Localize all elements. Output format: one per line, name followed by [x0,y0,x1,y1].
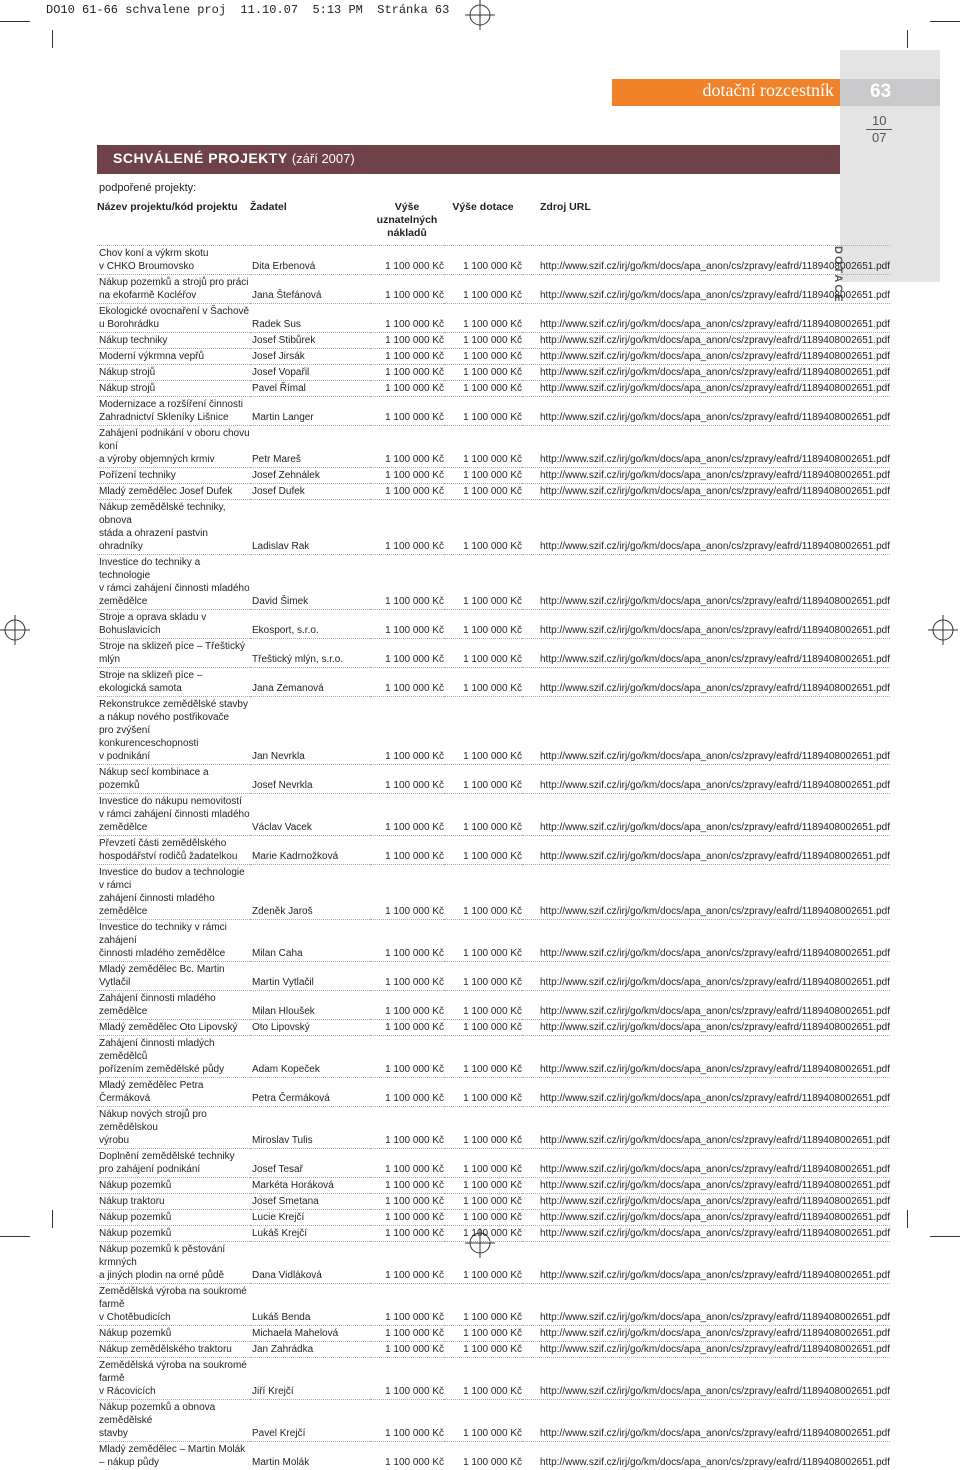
eligible-costs: 1 100 000 Kč [370,865,444,920]
project-name: Nákup strojů [97,381,250,397]
crop-mark [930,21,960,22]
table-row [97,1178,890,1194]
source-url[interactable]: http://www.szif.cz/irj/go/km/docs/apa_anon/cs/zpravy/eafrd/1189408002651.pdf [522,1226,890,1242]
applicant: Milan Hloušek [250,991,370,1020]
project-name: Nákup pozemků [97,1226,250,1242]
project-name: Moderní výkrmna vepřů [97,349,250,365]
eligible-costs: 1 100 000 Kč [370,333,444,349]
subsidy-amount: 1 100 000 Kč [444,349,522,365]
project-name: Zahájení činnosti mladých zemědělců pořízením zemědělské půdy [97,1036,250,1078]
table-row [97,1036,890,1078]
page-number: 63 [870,81,891,103]
applicant: Lukáš Krejčí [250,1226,370,1242]
source-url[interactable]: http://www.szif.cz/irj/go/km/docs/apa_anon/cs/zpravy/eafrd/1189408002651.pdf [522,991,890,1020]
source-url[interactable]: http://www.szif.cz/irj/go/km/docs/apa_anon/cs/zpravy/eafrd/1189408002651.pdf [522,1326,890,1342]
table-row [97,639,890,668]
eligible-costs: 1 100 000 Kč [370,1400,444,1442]
eligible-costs: 1 100 000 Kč [370,1242,444,1284]
applicant: Josef Zehnálek [250,468,370,484]
table-row [97,1400,890,1442]
eligible-costs: 1 100 000 Kč [370,1326,444,1342]
eligible-costs: 1 100 000 Kč [370,639,444,668]
table-row [97,349,890,365]
applicant: Michaela Mahelová [250,1326,370,1342]
subsidy-amount: 1 100 000 Kč [444,991,522,1020]
eligible-costs: 1 100 000 Kč [370,365,444,381]
table-body [97,246,890,1470]
subsidy-amount: 1 100 000 Kč [444,365,522,381]
subsidy-amount: 1 100 000 Kč [444,304,522,333]
table-row [97,920,890,962]
section-label: dotační rozcestník [703,80,834,101]
subsidy-amount: 1 100 000 Kč [444,1326,522,1342]
table-row [97,333,890,349]
page-title [113,150,355,166]
table-row [97,468,890,484]
project-name: Zahájení činnosti mladého zemědělce [97,991,250,1020]
table-row [97,426,890,468]
subsidy-amount: 1 100 000 Kč [444,1284,522,1326]
eligible-costs: 1 100 000 Kč [370,962,444,991]
eligible-costs: 1 100 000 Kč [370,1442,444,1470]
eligible-costs: 1 100 000 Kč [370,381,444,397]
applicant: Oto Lipovský [250,1020,370,1036]
table-row [97,1358,890,1400]
applicant: Milan Caha [250,920,370,962]
crop-mark [907,1210,908,1228]
project-name: Chov koní a výkrm skotu v CHKO Broumovsko [97,246,250,275]
eligible-costs: 1 100 000 Kč [370,1107,444,1149]
project-name: Převzetí části zemědělského hospodářství rodičů žadatelkou [97,836,250,865]
project-name: Nákup nových strojů pro zemědělskou výrobu [97,1107,250,1149]
crop-mark [52,30,53,48]
subsidy-amount: 1 100 000 Kč [444,468,522,484]
source-url[interactable]: http://www.szif.cz/irj/go/km/docs/apa_anon/cs/zpravy/eafrd/1189408002651.pdf [522,610,890,639]
eligible-costs: 1 100 000 Kč [370,275,444,304]
applicant: Josef Jirsák [250,349,370,365]
crop-mark [52,1210,53,1228]
project-name: Nákup pozemků a strojů pro práci na ekofarmě Kocléřov [97,275,250,304]
applicant: Martin Molák [250,1442,370,1470]
applicant: Josef Dufek [250,484,370,500]
subsidy-amount: 1 100 000 Kč [444,333,522,349]
table-row [97,246,890,275]
project-name: Mladý zemědělec Oto Lipovský [97,1020,250,1036]
eligible-costs: 1 100 000 Kč [370,610,444,639]
applicant: Václav Vacek [250,794,370,836]
project-name: Nákup secí kombinace a pozemků [97,765,250,794]
project-name: Ekologické ovocnaření v Šachově u Borohrádku [97,304,250,333]
source-url[interactable]: http://www.szif.cz/irj/go/km/docs/apa_anon/cs/zpravy/eafrd/1189408002651.pdf [522,349,890,365]
table-row [97,1242,890,1284]
table-row [97,304,890,333]
subsidy-amount: 1 100 000 Kč [444,1342,522,1358]
applicant: Josef Stibůrek [250,333,370,349]
column-header-subsidy: Výše dotace [444,199,522,246]
subsidy-amount: 1 100 000 Kč [444,610,522,639]
applicant: Josef Nevrkla [250,765,370,794]
table-row [97,668,890,697]
source-url[interactable]: http://www.szif.cz/irj/go/km/docs/apa_anon/cs/zpravy/eafrd/1189408002651.pdf [522,1036,890,1078]
heading-date: (září 2007) [292,151,355,166]
table-header-row [97,199,890,246]
applicant: Petra Čermáková [250,1078,370,1107]
issue-year: 07 [872,130,886,145]
source-url[interactable]: http://www.szif.cz/irj/go/km/docs/apa_anon/cs/zpravy/eafrd/1189408002651.pdf [522,765,890,794]
page-number-box [840,79,940,106]
project-name: Investice do techniky a technologie v rámci zahájení činnosti mladého zemědělce [97,555,250,610]
print-slug: DO10 61-66 schvalene proj 11.10.07 5:13 PM Stránka 63 [46,3,449,17]
subsidy-amount: 1 100 000 Kč [444,1442,522,1470]
issue-divider [866,129,892,130]
applicant: Petr Mareš [250,426,370,468]
eligible-costs: 1 100 000 Kč [370,1358,444,1400]
subsidy-amount: 1 100 000 Kč [444,865,522,920]
table-row [97,865,890,920]
table-row [97,697,890,765]
subsidy-amount: 1 100 000 Kč [444,500,522,555]
source-url[interactable]: http://www.szif.cz/irj/go/km/docs/apa_anon/cs/zpravy/eafrd/1189408002651.pdf [522,1242,890,1284]
table-row [97,1326,890,1342]
registration-mark-icon [0,615,30,645]
table-row [97,1194,890,1210]
source-url[interactable]: http://www.szif.cz/irj/go/km/docs/apa_anon/cs/zpravy/eafrd/1189408002651.pdf [522,484,890,500]
source-url[interactable]: http://www.szif.cz/irj/go/km/docs/apa_anon/cs/zpravy/eafrd/1189408002651.pdf [522,1400,890,1442]
subsidy-amount: 1 100 000 Kč [444,794,522,836]
project-name: Stroje a oprava skladu v Bohuslavicích [97,610,250,639]
applicant: Ladislav Rak [250,500,370,555]
eligible-costs: 1 100 000 Kč [370,1284,444,1326]
applicant: Adam Kopeček [250,1036,370,1078]
source-url[interactable]: http://www.szif.cz/irj/go/km/docs/apa_anon/cs/zpravy/eafrd/1189408002651.pdf [522,1358,890,1400]
project-name: Investice do techniky v rámci zahájení činnosti mladého zemědělce [97,920,250,962]
source-url[interactable]: http://www.szif.cz/irj/go/km/docs/apa_anon/cs/zpravy/eafrd/1189408002651.pdf [522,333,890,349]
registration-mark-icon [928,615,958,645]
source-url[interactable]: http://www.szif.cz/irj/go/km/docs/apa_anon/cs/zpravy/eafrd/1189408002651.pdf [522,275,890,304]
project-name: Investice do budov a technologie v rámci zahájení činnosti mladého zemědělce [97,865,250,920]
applicant: Josef Smetana [250,1194,370,1210]
source-url[interactable]: http://www.szif.cz/irj/go/km/docs/apa_anon/cs/zpravy/eafrd/1189408002651.pdf [522,794,890,836]
registration-mark-icon [465,0,495,30]
subsidy-amount: 1 100 000 Kč [444,1078,522,1107]
table-row [97,1226,890,1242]
subsidy-amount: 1 100 000 Kč [444,1194,522,1210]
table-row [97,610,890,639]
project-name: Zemědělská výroba na soukromé farmě v Rácovicích [97,1358,250,1400]
table-row [97,365,890,381]
source-url[interactable]: http://www.szif.cz/irj/go/km/docs/apa_anon/cs/zpravy/eafrd/1189408002651.pdf [522,1342,890,1358]
applicant: Dita Erbenová [250,246,370,275]
column-header-eligible-costs: Výše uznatelných nákladů [370,199,444,246]
subsidy-amount: 1 100 000 Kč [444,697,522,765]
source-url[interactable]: http://www.szif.cz/irj/go/km/docs/apa_anon/cs/zpravy/eafrd/1189408002651.pdf [522,365,890,381]
project-name: Modernizace a rozšíření činnosti Zahradnictví Skleníky Lišnice [97,397,250,426]
eligible-costs: 1 100 000 Kč [370,555,444,610]
subsidy-amount: 1 100 000 Kč [444,275,522,304]
source-url[interactable]: http://www.szif.cz/irj/go/km/docs/apa_anon/cs/zpravy/eafrd/1189408002651.pdf [522,865,890,920]
table-row [97,1284,890,1326]
source-url[interactable]: http://www.szif.cz/irj/go/km/docs/apa_anon/cs/zpravy/eafrd/1189408002651.pdf [522,697,890,765]
eligible-costs: 1 100 000 Kč [370,697,444,765]
applicant: Jana Štefánová [250,275,370,304]
subsidy-amount: 1 100 000 Kč [444,555,522,610]
subsidy-amount: 1 100 000 Kč [444,668,522,697]
project-name: Nákup zemědělské techniky, obnova stáda a ohrazení pastvin ohradníky [97,500,250,555]
column-header-url: Zdroj URL [522,199,890,246]
project-name: Zemědělská výroba na soukromé farmě v Chotěbudicích [97,1284,250,1326]
column-header-project: Název projektu/kód projektu [97,199,250,246]
subsidy-amount: 1 100 000 Kč [444,484,522,500]
source-url[interactable]: http://www.szif.cz/irj/go/km/docs/apa_anon/cs/zpravy/eafrd/1189408002651.pdf [522,381,890,397]
eligible-costs: 1 100 000 Kč [370,794,444,836]
eligible-costs: 1 100 000 Kč [370,246,444,275]
table-row [97,1149,890,1178]
eligible-costs: 1 100 000 Kč [370,500,444,555]
project-name: Nákup techniky [97,333,250,349]
applicant: David Šimek [250,555,370,610]
heading: SCHVÁLENÉ PROJEKTY [113,150,287,166]
eligible-costs: 1 100 000 Kč [370,991,444,1020]
project-name: Nákup traktoru [97,1194,250,1210]
crop-mark [930,1236,960,1237]
table-row [97,1342,890,1358]
eligible-costs: 1 100 000 Kč [370,920,444,962]
project-name: Nákup zemědělského traktoru [97,1342,250,1358]
eligible-costs: 1 100 000 Kč [370,1226,444,1242]
source-url[interactable]: http://www.szif.cz/irj/go/km/docs/apa_anon/cs/zpravy/eafrd/1189408002651.pdf [522,1107,890,1149]
table-row [97,484,890,500]
issue-month: 10 [872,113,886,128]
table-row [97,1210,890,1226]
subsidy-amount: 1 100 000 Kč [444,1242,522,1284]
project-name: Nákup pozemků k pěstování krmných a jiných plodin na orné půdě [97,1242,250,1284]
table-row [97,555,890,610]
eligible-costs: 1 100 000 Kč [370,668,444,697]
source-url[interactable]: http://www.szif.cz/irj/go/km/docs/apa_anon/cs/zpravy/eafrd/1189408002651.pdf [522,1149,890,1178]
eligible-costs: 1 100 000 Kč [370,836,444,865]
applicant: Marie Kadrnožková [250,836,370,865]
project-name: Nákup pozemků [97,1326,250,1342]
eligible-costs: 1 100 000 Kč [370,349,444,365]
source-url[interactable]: http://www.szif.cz/irj/go/km/docs/apa_anon/cs/zpravy/eafrd/1189408002651.pdf [522,668,890,697]
subsidy-amount: 1 100 000 Kč [444,1149,522,1178]
project-name: Mladý zemědělec Petra Čermáková [97,1078,250,1107]
applicant: Pavel Římal [250,381,370,397]
subsidy-amount: 1 100 000 Kč [444,1020,522,1036]
section-banner [612,79,840,106]
source-url[interactable]: http://www.szif.cz/irj/go/km/docs/apa_anon/cs/zpravy/eafrd/1189408002651.pdf [522,304,890,333]
table-row [97,397,890,426]
applicant: Lucie Krejčí [250,1210,370,1226]
title-band [97,145,840,174]
table-row [97,1442,890,1470]
eligible-costs: 1 100 000 Kč [370,1194,444,1210]
source-url[interactable]: http://www.szif.cz/irj/go/km/docs/apa_anon/cs/zpravy/eafrd/1189408002651.pdf [522,500,890,555]
eligible-costs: 1 100 000 Kč [370,426,444,468]
table-row [97,765,890,794]
table-row [97,794,890,836]
applicant: Jan Zahrádka [250,1342,370,1358]
project-name: Nákup pozemků a obnova zemědělské stavby [97,1400,250,1442]
source-url[interactable]: http://www.szif.cz/irj/go/km/docs/apa_anon/cs/zpravy/eafrd/1189408002651.pdf [522,639,890,668]
applicant: Martin Vytlačil [250,962,370,991]
subsidy-amount: 1 100 000 Kč [444,920,522,962]
project-name: Rekonstrukce zemědělské stavby a nákup nového postřikovače pro zvýšení konkurenceschopnosti v podnikání [97,697,250,765]
source-url[interactable]: http://www.szif.cz/irj/go/km/docs/apa_anon/cs/zpravy/eafrd/1189408002651.pdf [522,1178,890,1194]
subsidy-amount: 1 100 000 Kč [444,1210,522,1226]
applicant: Josef Vopařil [250,365,370,381]
eligible-costs: 1 100 000 Kč [370,484,444,500]
subsidy-amount: 1 100 000 Kč [444,639,522,668]
project-name: Zahájení podnikání v oboru chovu koní a výroby objemných krmiv [97,426,250,468]
project-name: Mladý zemědělec Josef Dufek [97,484,250,500]
subheading: podpořené projekty: [99,182,196,194]
applicant: Ekosport, s.r.o. [250,610,370,639]
table-row [97,836,890,865]
crop-mark [0,1236,30,1237]
subsidy-amount: 1 100 000 Kč [444,246,522,275]
subsidy-amount: 1 100 000 Kč [444,397,522,426]
source-url[interactable]: http://www.szif.cz/irj/go/km/docs/apa_anon/cs/zpravy/eafrd/1189408002651.pdf [522,1210,890,1226]
subsidy-amount: 1 100 000 Kč [444,381,522,397]
quote-mark-icon: « [823,143,836,173]
table-row [97,381,890,397]
project-name: Stroje na sklizeň píce – Třeštický mlýn [97,639,250,668]
source-url[interactable]: http://www.szif.cz/irj/go/km/docs/apa_anon/cs/zpravy/eafrd/1189408002651.pdf [522,468,890,484]
crop-mark [0,21,30,22]
eligible-costs: 1 100 000 Kč [370,1036,444,1078]
eligible-costs: 1 100 000 Kč [370,765,444,794]
project-name: Mladý zemědělec Bc. Martin Vytlačil [97,962,250,991]
source-url[interactable]: http://www.szif.cz/irj/go/km/docs/apa_anon/cs/zpravy/eafrd/1189408002651.pdf [522,555,890,610]
project-name: Investice do nákupu nemovitostí v rámci zahájení činnosti mladého zemědělce [97,794,250,836]
subsidy-amount: 1 100 000 Kč [444,962,522,991]
applicant: Lukáš Benda [250,1284,370,1326]
eligible-costs: 1 100 000 Kč [370,1342,444,1358]
table-row [97,1078,890,1107]
applicant: Josef Tesař [250,1149,370,1178]
eligible-costs: 1 100 000 Kč [370,468,444,484]
project-name: Pořízení techniky [97,468,250,484]
eligible-costs: 1 100 000 Kč [370,397,444,426]
subsidy-amount: 1 100 000 Kč [444,1226,522,1242]
source-url[interactable]: http://www.szif.cz/irj/go/km/docs/apa_anon/cs/zpravy/eafrd/1189408002651.pdf [522,1194,890,1210]
column-header-applicant: Žadatel [250,199,370,246]
applicant: Jana Zemanová [250,668,370,697]
applicant: Dana Vidláková [250,1242,370,1284]
subsidy-amount: 1 100 000 Kč [444,1400,522,1442]
table-row [97,500,890,555]
applicant: Třeštický mlýn, s.r.o. [250,639,370,668]
eligible-costs: 1 100 000 Kč [370,1178,444,1194]
project-name: Nákup pozemků [97,1178,250,1194]
applicant: Pavel Krejčí [250,1400,370,1442]
project-name: Mladý zemědělec – Martin Molák – nákup půdy [97,1442,250,1470]
source-url[interactable]: http://www.szif.cz/irj/go/km/docs/apa_anon/cs/zpravy/eafrd/1189408002651.pdf [522,397,890,426]
subsidy-amount: 1 100 000 Kč [444,1107,522,1149]
applicant: Jan Nevrkla [250,697,370,765]
source-url[interactable]: http://www.szif.cz/irj/go/km/docs/apa_anon/cs/zpravy/eafrd/1189408002651.pdf [522,1284,890,1326]
applicant: Martin Langer [250,397,370,426]
project-name: Nákup pozemků [97,1210,250,1226]
vertical-label: DOTACE [832,246,844,314]
eligible-costs: 1 100 000 Kč [370,1210,444,1226]
applicant: Markéta Horáková [250,1178,370,1194]
table-row [97,1020,890,1036]
projects-table [97,199,890,1470]
subsidy-amount: 1 100 000 Kč [444,1358,522,1400]
table-row [97,275,890,304]
source-url[interactable]: http://www.szif.cz/irj/go/km/docs/apa_anon/cs/zpravy/eafrd/1189408002651.pdf [522,1078,890,1107]
eligible-costs: 1 100 000 Kč [370,1078,444,1107]
table-row [97,991,890,1020]
source-url[interactable]: http://www.szif.cz/irj/go/km/docs/apa_anon/cs/zpravy/eafrd/1189408002651.pdf [522,962,890,991]
source-url[interactable]: http://www.szif.cz/irj/go/km/docs/apa_anon/cs/zpravy/eafrd/1189408002651.pdf [522,1442,890,1470]
project-name: Nákup strojů [97,365,250,381]
project-name: Stroje na sklizeň píce – ekologická samota [97,668,250,697]
subsidy-amount: 1 100 000 Kč [444,1036,522,1078]
subsidy-amount: 1 100 000 Kč [444,836,522,865]
crop-mark [907,30,908,48]
applicant: Jiří Krejčí [250,1358,370,1400]
source-url[interactable]: http://www.szif.cz/irj/go/km/docs/apa_anon/cs/zpravy/eafrd/1189408002651.pdf [522,1020,890,1036]
subsidy-amount: 1 100 000 Kč [444,426,522,468]
source-url[interactable]: http://www.szif.cz/irj/go/km/docs/apa_anon/cs/zpravy/eafrd/1189408002651.pdf [522,246,890,275]
eligible-costs: 1 100 000 Kč [370,1020,444,1036]
table-row [97,962,890,991]
source-url[interactable]: http://www.szif.cz/irj/go/km/docs/apa_anon/cs/zpravy/eafrd/1189408002651.pdf [522,836,890,865]
applicant: Zdeněk Jaroš [250,865,370,920]
subsidy-amount: 1 100 000 Kč [444,1178,522,1194]
table-row [97,1107,890,1149]
subsidy-amount: 1 100 000 Kč [444,765,522,794]
source-url[interactable]: http://www.szif.cz/irj/go/km/docs/apa_anon/cs/zpravy/eafrd/1189408002651.pdf [522,426,890,468]
applicant: Miroslav Tulis [250,1107,370,1149]
applicant: Radek Sus [250,304,370,333]
eligible-costs: 1 100 000 Kč [370,304,444,333]
project-name: Doplnění zemědělské techniky pro zahájení podnikání [97,1149,250,1178]
source-url[interactable]: http://www.szif.cz/irj/go/km/docs/apa_anon/cs/zpravy/eafrd/1189408002651.pdf [522,920,890,962]
eligible-costs: 1 100 000 Kč [370,1149,444,1178]
